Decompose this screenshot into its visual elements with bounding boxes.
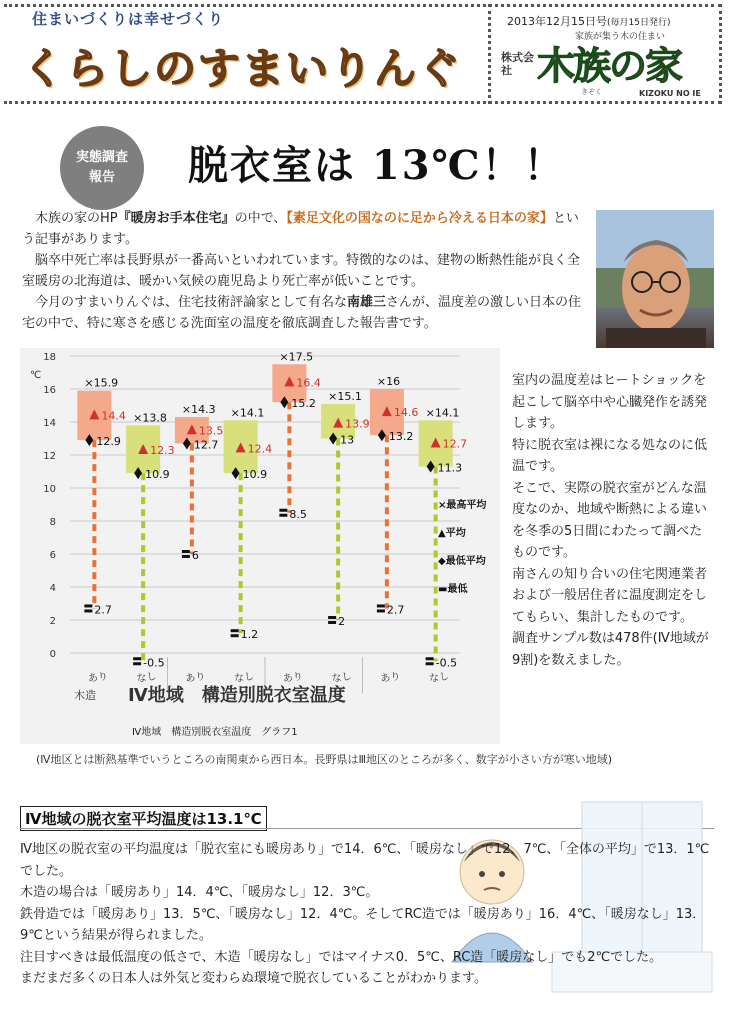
min-marker — [133, 657, 141, 660]
min-avg-label: 10.9 — [242, 468, 268, 482]
side-paragraph: 特に脱衣室は裸になる処なのに低温です。 — [512, 437, 708, 474]
min-label: 8.5 — [289, 507, 307, 521]
category-label: あり — [379, 671, 402, 685]
y-tick-label: 12 — [43, 451, 56, 462]
chart-caption: Ⅳ地域 構造別脱衣室温度 グラフ1 — [132, 727, 298, 738]
company-tagline: 家族が集う木の住まい — [575, 32, 666, 42]
author-portrait — [596, 210, 714, 348]
min-label: 2.7 — [386, 603, 405, 617]
legend-item: ◆最低平均 — [438, 556, 486, 567]
temperature-chart — [20, 348, 500, 744]
group-label: 木造 — [74, 689, 96, 702]
avg-label: 16.4 — [296, 376, 321, 390]
y-tick-label: 6 — [49, 550, 56, 561]
y-tick-label: 2 — [49, 616, 56, 627]
legend-item: ▬最低 — [438, 584, 468, 595]
min-avg-label: 12.7 — [193, 438, 219, 452]
avg-label: 12.7 — [442, 437, 468, 451]
category-label: あり — [87, 671, 109, 685]
side-paragraph: そこで、実際の脱衣室がどんな温度なのか、地域や断熱による違いを冬季の5日間にわたって調べたものです。 — [512, 480, 708, 560]
newsletter-title: くらしのすまいりんぐ — [22, 44, 463, 93]
side-paragraph: 室内の温度差はヒートショックを起こして脳卒中や心臓発作を誘発します。 — [512, 373, 708, 431]
min-marker — [279, 509, 287, 512]
min-marker — [426, 662, 434, 665]
min-avg-label: 15.2 — [291, 397, 316, 411]
min-marker — [133, 662, 141, 665]
section-title: Ⅳ地域の脱衣室平均温度は13.1℃ — [20, 806, 267, 831]
y-axis-unit: ℃ — [30, 370, 42, 381]
avg-label: 13.9 — [345, 417, 370, 431]
min-avg-label: 11.3 — [437, 461, 463, 475]
section-body — [20, 839, 720, 990]
min-avg-label: 13 — [340, 433, 355, 447]
max-label: ×14.3 — [181, 403, 216, 417]
max-label: ×15.9 — [84, 376, 119, 390]
min-label: 2.7 — [94, 603, 112, 617]
company-logo: 木族の家 — [537, 44, 682, 88]
min-label: -0.5 — [435, 656, 458, 670]
issue-date: 2013年12月15日号(毎月15日発行) — [507, 15, 671, 28]
side-text — [512, 370, 714, 671]
min-marker — [328, 616, 336, 619]
section-line: 木造の場合は「暖房あり」14．4℃、「暖房なし」12．3℃。 — [20, 885, 379, 900]
y-tick-label: 18 — [43, 352, 56, 363]
section-line: まだまだ多くの日本人は外気と変わらぬ環境で脱衣していることがわかります。 — [20, 971, 487, 986]
min-avg-label: 12.9 — [96, 435, 121, 449]
max-label: ×14.1 — [230, 406, 265, 420]
chart-title: Ⅳ地域 構造別脱衣室温度 — [128, 685, 346, 706]
company-box — [488, 4, 722, 104]
max-label: ×17.5 — [279, 350, 314, 364]
y-tick-label: 14 — [43, 418, 56, 429]
min-marker — [231, 629, 239, 632]
max-label: ×14.1 — [425, 406, 460, 420]
section-line: Ⅳ地区の脱衣室の平均温度は「脱衣室にも暖房あり」で14．6℃、「暖房なし」で12．7℃、「全体の平均」で13．1℃でした。 — [20, 842, 710, 879]
category-label: なし — [428, 671, 450, 685]
min-label: 2 — [338, 615, 346, 628]
legend-item: ▲平均 — [438, 528, 466, 539]
intro-text — [22, 208, 582, 334]
y-tick-label: 16 — [43, 385, 56, 396]
company-kana: きぞく — [581, 88, 602, 96]
headline: 脱衣室は 13℃！！ — [188, 142, 566, 189]
category-label: なし — [233, 671, 255, 685]
company-kind: 株式会社 — [501, 51, 534, 77]
side-paragraph: 調査サンプル数は478件(Ⅳ地域が9割)を数えました。 — [512, 631, 709, 668]
min-marker — [182, 550, 190, 553]
min-marker — [377, 604, 385, 607]
intro-paragraph-2: 脳卒中死亡率は長野県が一番高いといわれています。特徴的なのは、建物の断熱性能が良く全室暖房の北海道は、暖かい気候の鹿児島より死亡率が低いことです。 — [22, 253, 580, 289]
category-label: なし — [136, 671, 158, 685]
issue-cycle: (毎月15日発行) — [607, 18, 671, 28]
avg-label: 12.4 — [247, 442, 273, 456]
y-tick-label: 8 — [49, 517, 56, 528]
side-paragraph: 南さんの知り合いの住宅関連業者および一般居住者に温度測定をしてもらい、集計したものです。 — [512, 566, 708, 625]
section-line: 鉄骨造では「暖房あり」13．5℃、「暖房なし」12．4℃。そしてRC造では「暖房あり」16．4℃、「暖房なし」13．9℃という結果が得られました。 — [20, 906, 706, 943]
avg-label: 14.4 — [101, 409, 126, 423]
max-label: ×13.8 — [133, 411, 167, 425]
min-avg-label: 13.2 — [388, 430, 414, 444]
min-marker — [182, 555, 190, 558]
avg-label: 12.3 — [150, 444, 175, 458]
section-line: 注目すべきは最低温度の低さで、木造「暖房なし」ではマイナス0．5℃、RC造「暖房なし」でも2℃でした。 — [20, 949, 663, 965]
min-avg-label: 10.9 — [145, 468, 170, 482]
report-badge: 実態調査 報告 — [60, 126, 144, 210]
category-label: あり — [184, 671, 207, 685]
min-marker — [231, 634, 239, 637]
min-marker — [84, 604, 92, 607]
min-marker — [84, 609, 92, 612]
avg-label: 13.5 — [198, 424, 224, 438]
min-marker — [279, 514, 287, 517]
y-tick-label: 4 — [49, 583, 56, 594]
min-marker — [377, 609, 385, 612]
y-tick-label: 10 — [43, 484, 56, 495]
slogan: 住まいづくりは幸せづくり — [32, 10, 225, 28]
chart-svg — [20, 348, 500, 744]
intro-paragraph-1: 木族の家のHP『暖房お手本住宅』の中で、【素足文化の国なのに足から冷える日本の家】という記事があります。 — [22, 211, 579, 247]
avg-label: 14.6 — [393, 406, 419, 420]
max-label: ×16 — [376, 375, 401, 388]
category-label: なし — [331, 671, 353, 685]
min-label: -0.5 — [143, 656, 165, 670]
min-label: 1.2 — [240, 628, 259, 642]
min-marker — [426, 657, 434, 660]
min-label: 6 — [191, 549, 199, 562]
company-roman: KIZOKU NO IE — [639, 89, 701, 98]
region-note: (Ⅳ地区とは断熱基準でいうところの南関東から西日本。長野県はⅢ地区のところが多く、数字が小さい方が寒い地域) — [36, 753, 613, 766]
intro-paragraph-3: 今月のすまいりんぐは、住宅技術評論家として有名な南雄三さんが、温度差の激しい日本の住宅の中で、特に寒さを感じる洗面室の温度を徹底調査した報告書です。 — [22, 295, 582, 331]
newsletter-header — [0, 0, 730, 108]
min-marker — [328, 621, 336, 624]
legend-item: ×最高平均 — [438, 500, 487, 511]
y-tick-label: 0 — [49, 649, 56, 660]
max-label: ×15.1 — [328, 389, 362, 403]
category-label: あり — [282, 671, 304, 685]
